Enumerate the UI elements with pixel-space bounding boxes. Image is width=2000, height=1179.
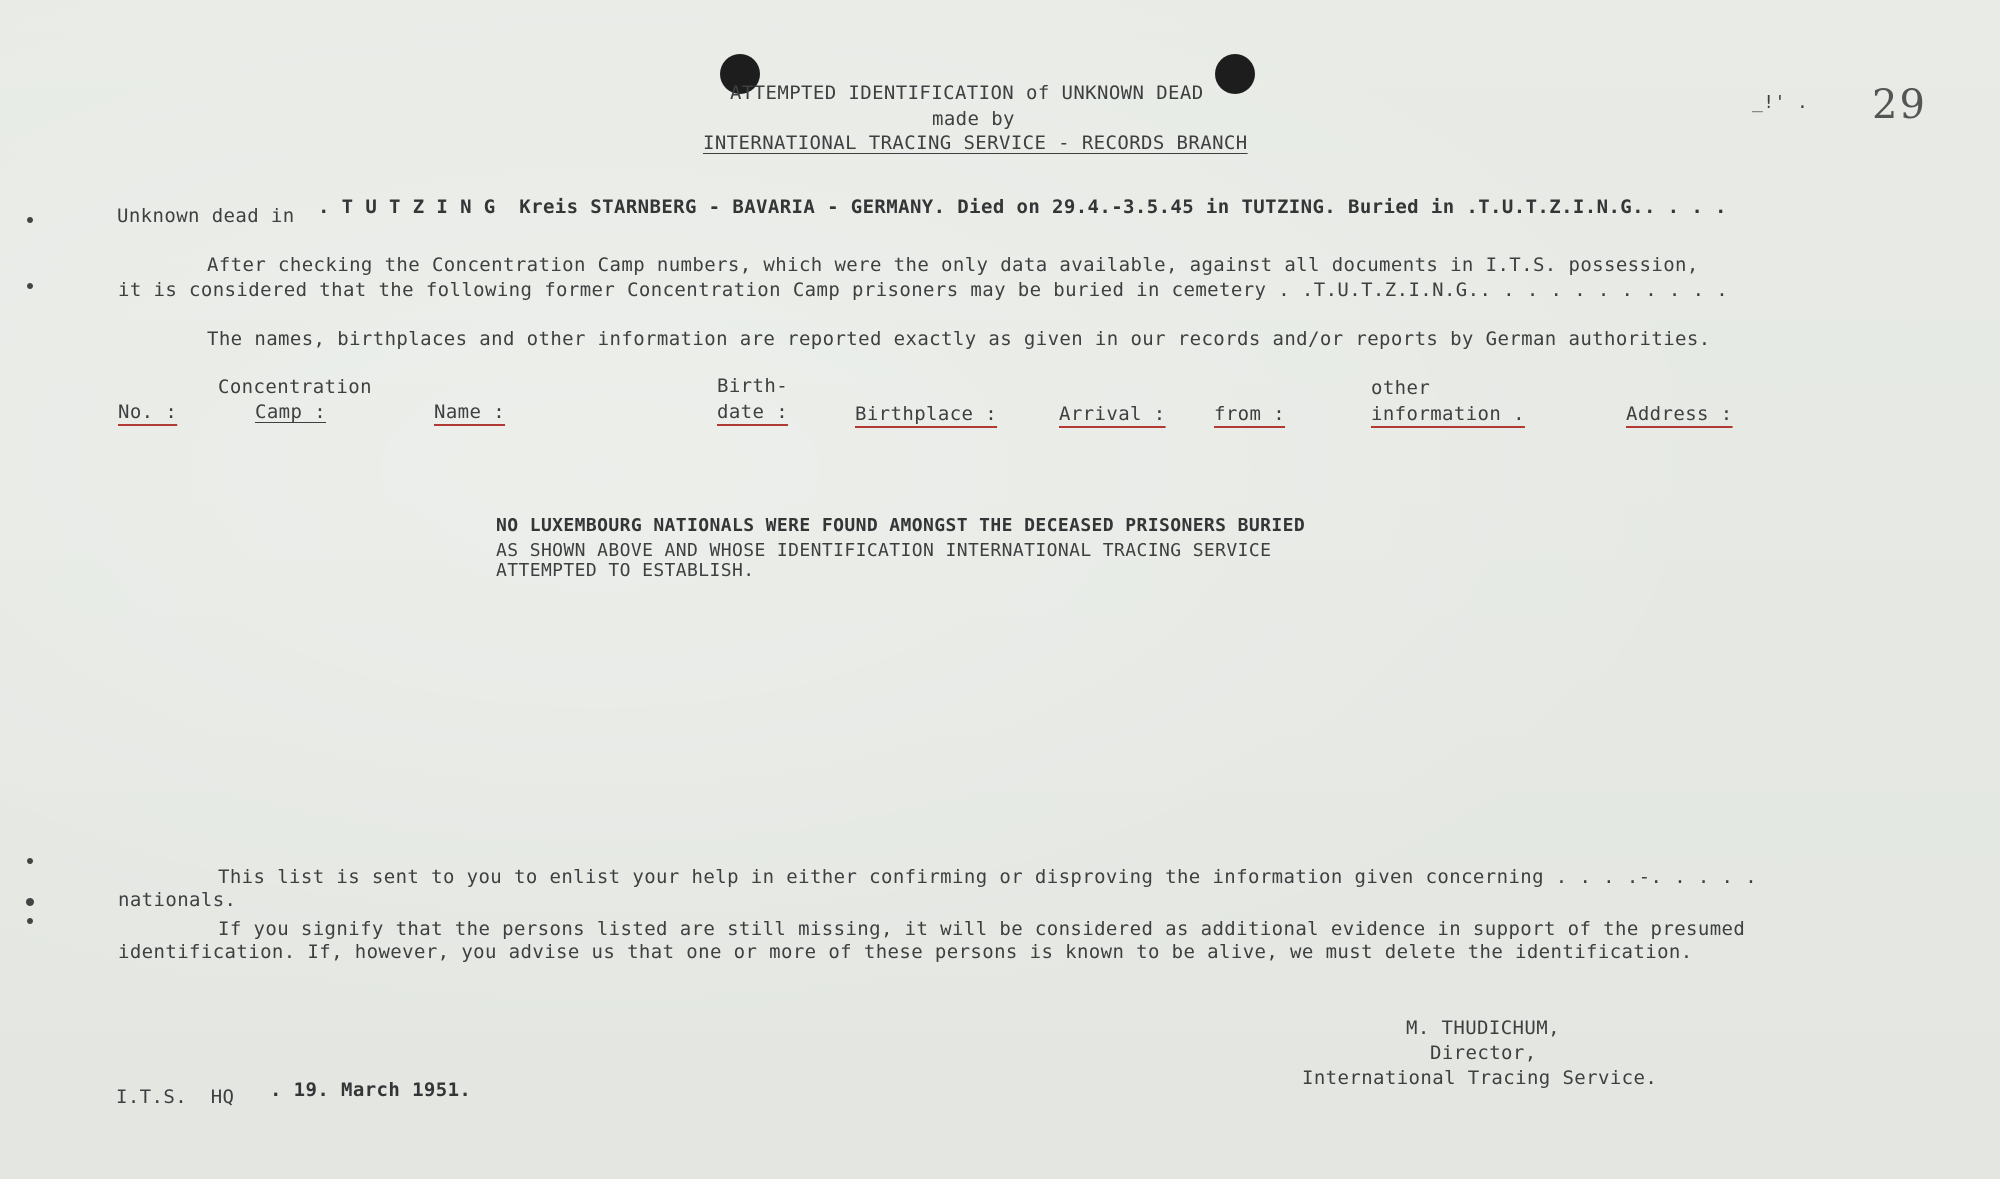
column-birthplace: Birthplace : xyxy=(855,403,998,425)
notice-line2: AS SHOWN ABOVE AND WHOSE IDENTIFICATION INTERNATIONAL TRACING SERVICE xyxy=(496,540,1272,561)
signature-org: International Tracing Service. xyxy=(1302,1067,1658,1089)
location-prefix: Unknown dead in xyxy=(117,205,295,227)
punch-hole-right xyxy=(1215,54,1255,94)
column-birthdate-bottom: date : xyxy=(717,401,789,423)
hq-label: I.T.S. HQ xyxy=(116,1086,235,1108)
column-camp-bottom: Camp : xyxy=(255,401,327,423)
location-text: . T U T Z I N G Kreis STARNBERG - BAVARIA - GERMANY. Died on 29.4.-3.5.45 in TUTZING. Buried in .T.U.T.Z.I.N.G.. . . . xyxy=(318,196,1727,218)
hq-date: . 19. March 1951. xyxy=(270,1079,472,1101)
footer-line4: identification. If, however, you advise us that one or more of these persons is known to be alive, we must delete the identification. xyxy=(118,941,1693,963)
notice-line3: ATTEMPTED TO ESTABLISH. xyxy=(496,560,755,581)
header-title: ATTEMPTED IDENTIFICATION of UNKNOWN DEAD xyxy=(730,82,1204,104)
margin-mark xyxy=(27,858,33,864)
paragraph2: The names, birthplaces and other information are reported exactly as given in our records and/or reports by German authorities. xyxy=(207,328,1711,350)
column-other-top: other xyxy=(1371,377,1431,399)
margin-mark xyxy=(27,217,33,223)
margin-mark xyxy=(26,898,34,906)
column-other-bottom: information . xyxy=(1371,403,1525,425)
margin-mark xyxy=(27,918,33,924)
notice-line1: NO LUXEMBOURG NATIONALS WERE FOUND AMONGST THE DECEASED PRISONERS BURIED xyxy=(496,515,1306,536)
signature-title: Director, xyxy=(1430,1042,1537,1064)
column-camp-top: Concentration xyxy=(218,376,372,398)
footer-line3: If you signify that the persons listed are still missing, it will be considered as additional evidence in support of the presumed xyxy=(218,918,1746,940)
column-name: Name : xyxy=(434,401,506,423)
paragraph1-line2: it is considered that the following former Concentration Camp prisoners may be buried in cemetery . .T.U.T.Z.I.N.G.. . . . . . . . . . . xyxy=(118,279,1729,301)
column-no: No. : xyxy=(118,401,178,423)
corner-mark: _!' . xyxy=(1752,92,1809,113)
margin-mark xyxy=(27,283,33,289)
column-from: from : xyxy=(1214,403,1286,425)
header-made-by: made by xyxy=(932,108,1015,130)
footer-line2: nationals. xyxy=(118,889,237,911)
column-birthdate-top: Birth- xyxy=(717,375,789,397)
paragraph1-line1: After checking the Concentration Camp numbers, which were the only data available, against all documents in I.T.S. possession, xyxy=(207,254,1699,276)
header-organization: INTERNATIONAL TRACING SERVICE - RECORDS BRANCH xyxy=(703,132,1248,154)
page-number: 29 xyxy=(1872,82,1927,128)
signature-name: M. THUDICHUM, xyxy=(1406,1017,1560,1039)
footer-line1: This list is sent to you to enlist your help in either confirming or disproving the information given concerning . . . .-. . . . . xyxy=(218,866,1758,888)
column-address: Address : xyxy=(1626,403,1733,425)
column-arrival: Arrival : xyxy=(1059,403,1166,425)
